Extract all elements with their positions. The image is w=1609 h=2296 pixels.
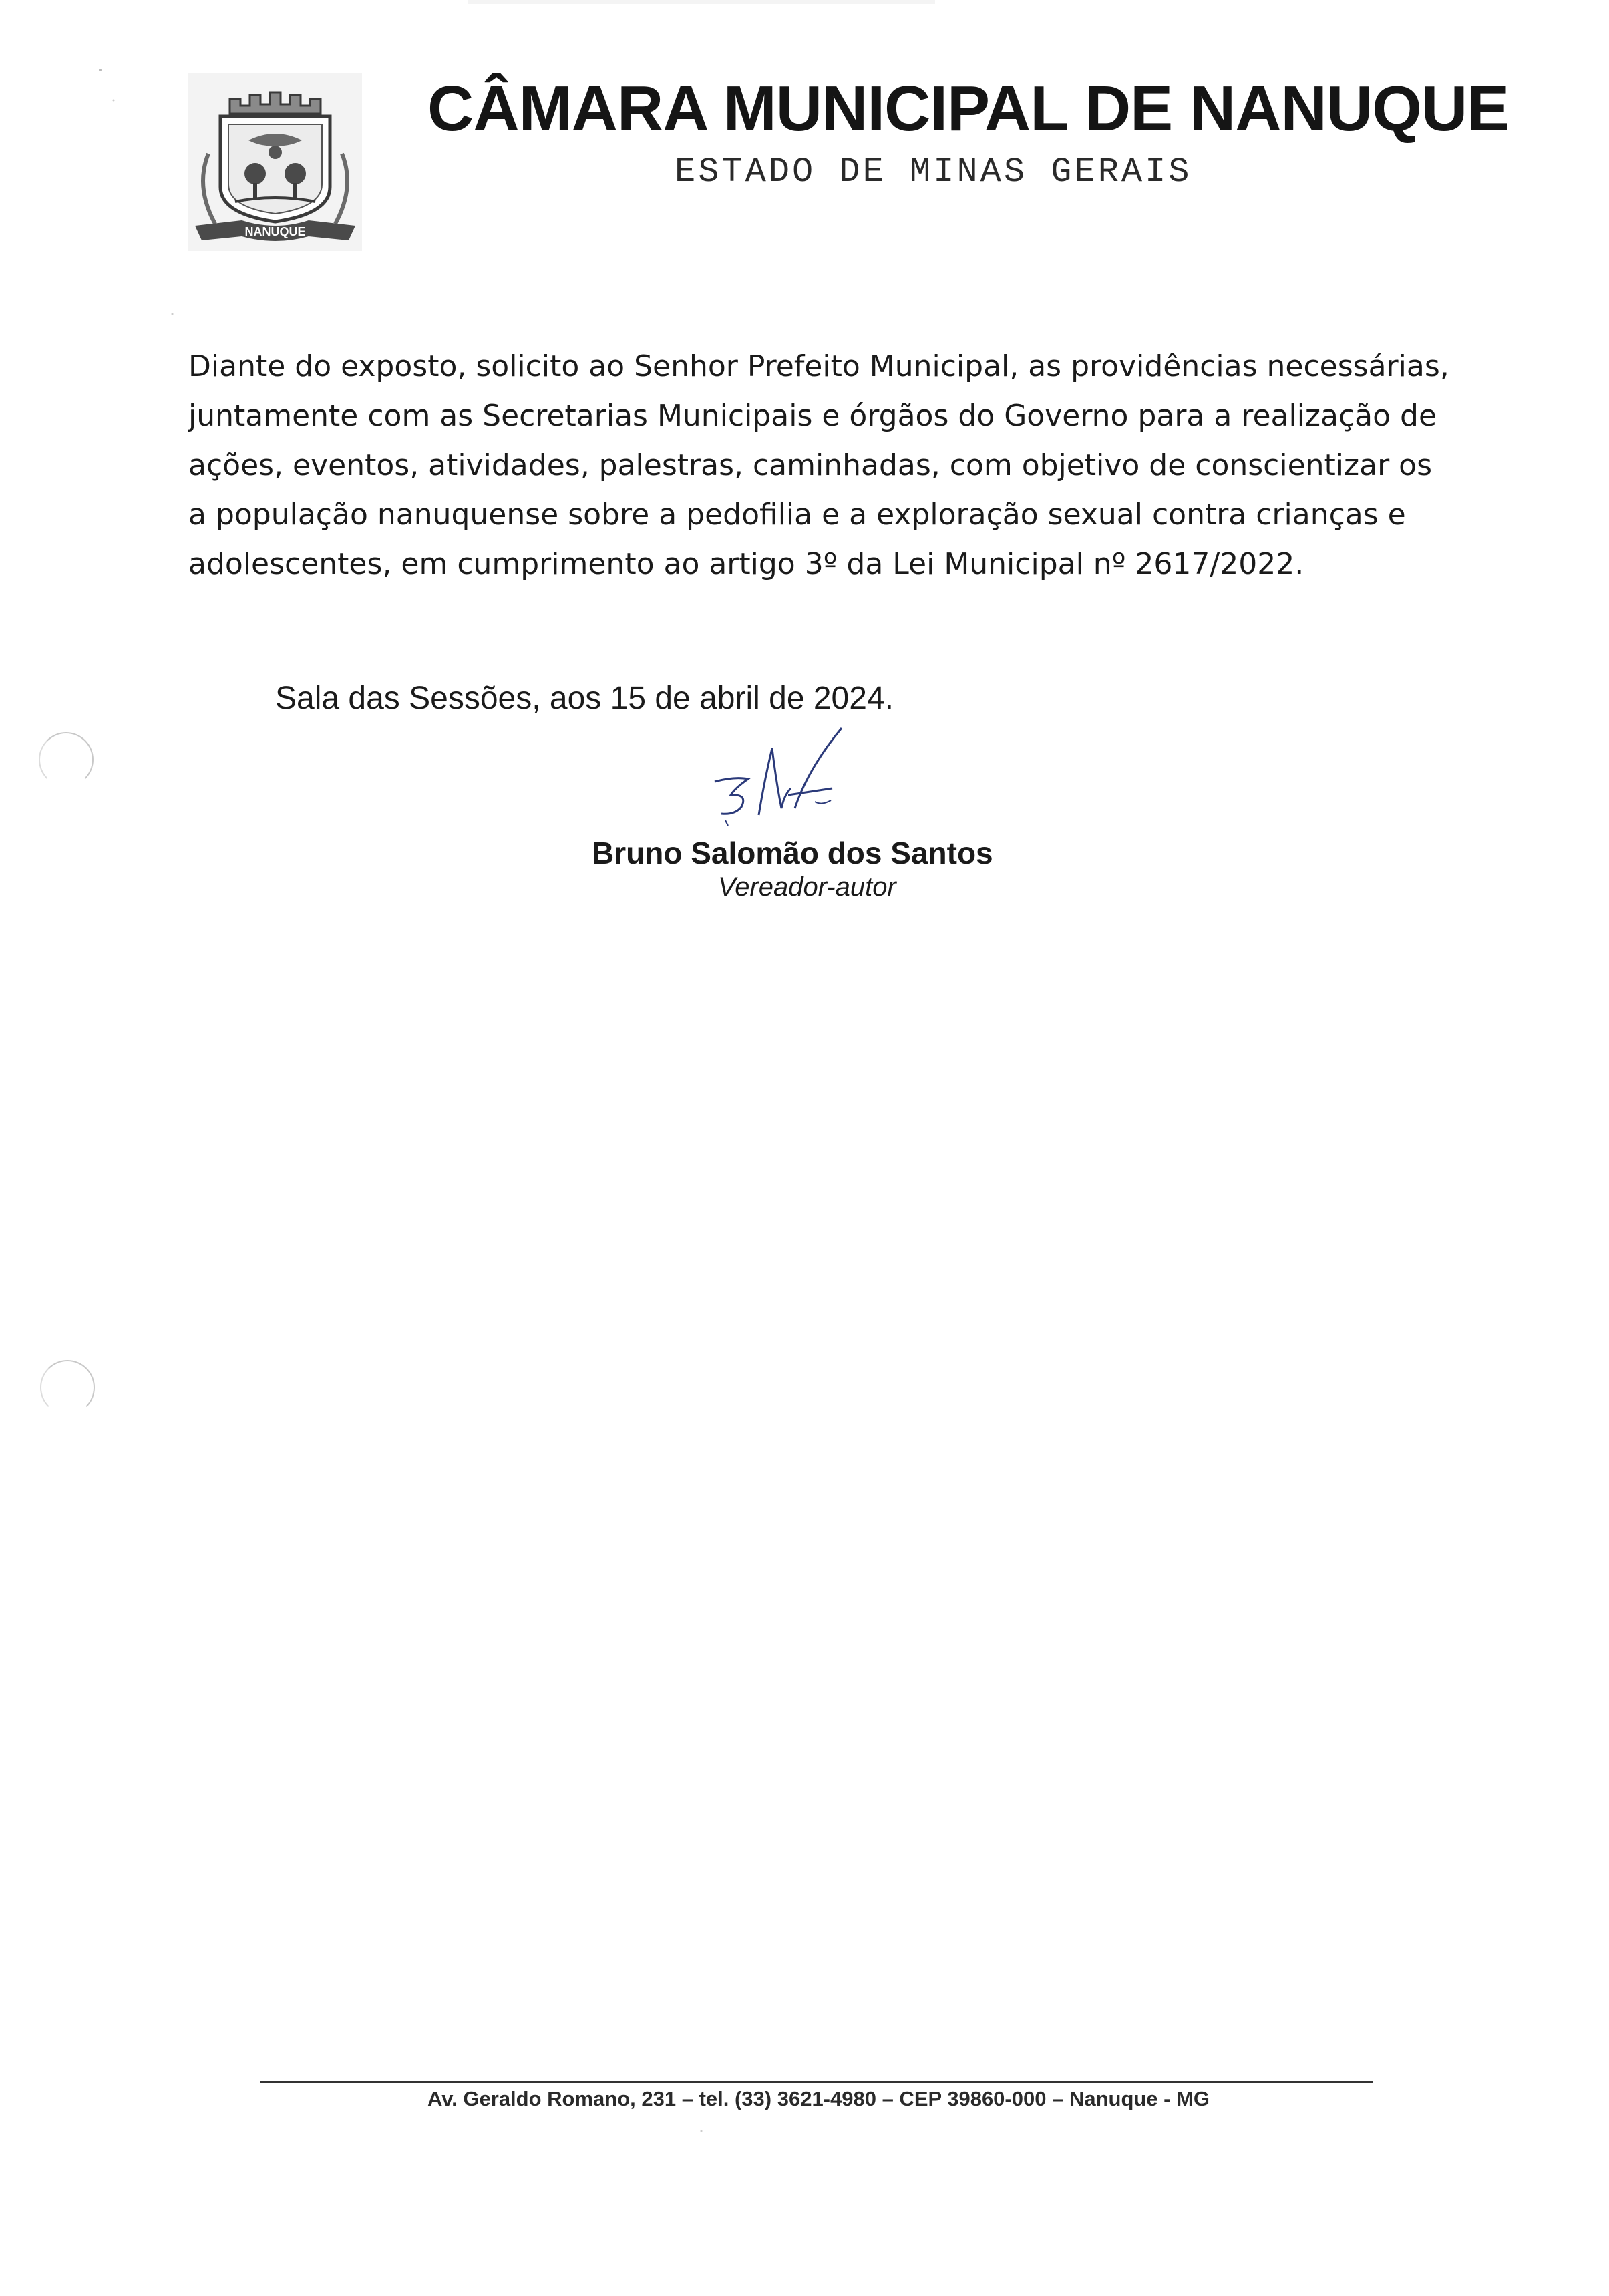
footer-address: Av. Geraldo Romano, 231 – tel. (33) 3621-4980 – CEP 39860-000 – Nanuque - MG	[427, 2087, 1210, 2110]
page-title: CÂMARA MUNICIPAL DE NANUQUE	[427, 73, 1509, 144]
body-paragraph	[188, 342, 1449, 589]
punch-hole-mark	[40, 1360, 95, 1415]
body-line: ações, eventos, atividades, palestras, caminhadas, com objetivo de conscientizar os	[188, 448, 1433, 482]
signer-role: Vereador-autor	[718, 872, 896, 902]
footer-divider	[260, 2081, 1373, 2083]
crest-banner-text: NANUQUE	[244, 225, 306, 238]
body-line: a população nanuquense sobre a pedofilia e a exploração sexual contra crianças e	[188, 498, 1406, 532]
place-and-date: Sala das Sessões, aos 15 de abril de 2024.	[275, 681, 894, 716]
signer-name: Bruno Salomão dos Santos	[592, 836, 993, 870]
body-line: Diante do exposto, solicito ao Senhor Prefeito Municipal, as providências necessárias,	[188, 349, 1449, 383]
body-line: juntamente com as Secretarias Municipais e órgãos do Governo para a realização de	[188, 399, 1437, 433]
handwritten-signature-icon	[708, 721, 868, 835]
municipal-coat-of-arms-icon	[188, 73, 362, 251]
punch-hole-mark	[39, 732, 94, 787]
page-subtitle: ESTADO DE MINAS GERAIS	[675, 152, 1192, 192]
body-line: adolescentes, em cumprimento ao artigo 3º da Lei Municipal nº 2617/2022.	[188, 547, 1304, 581]
